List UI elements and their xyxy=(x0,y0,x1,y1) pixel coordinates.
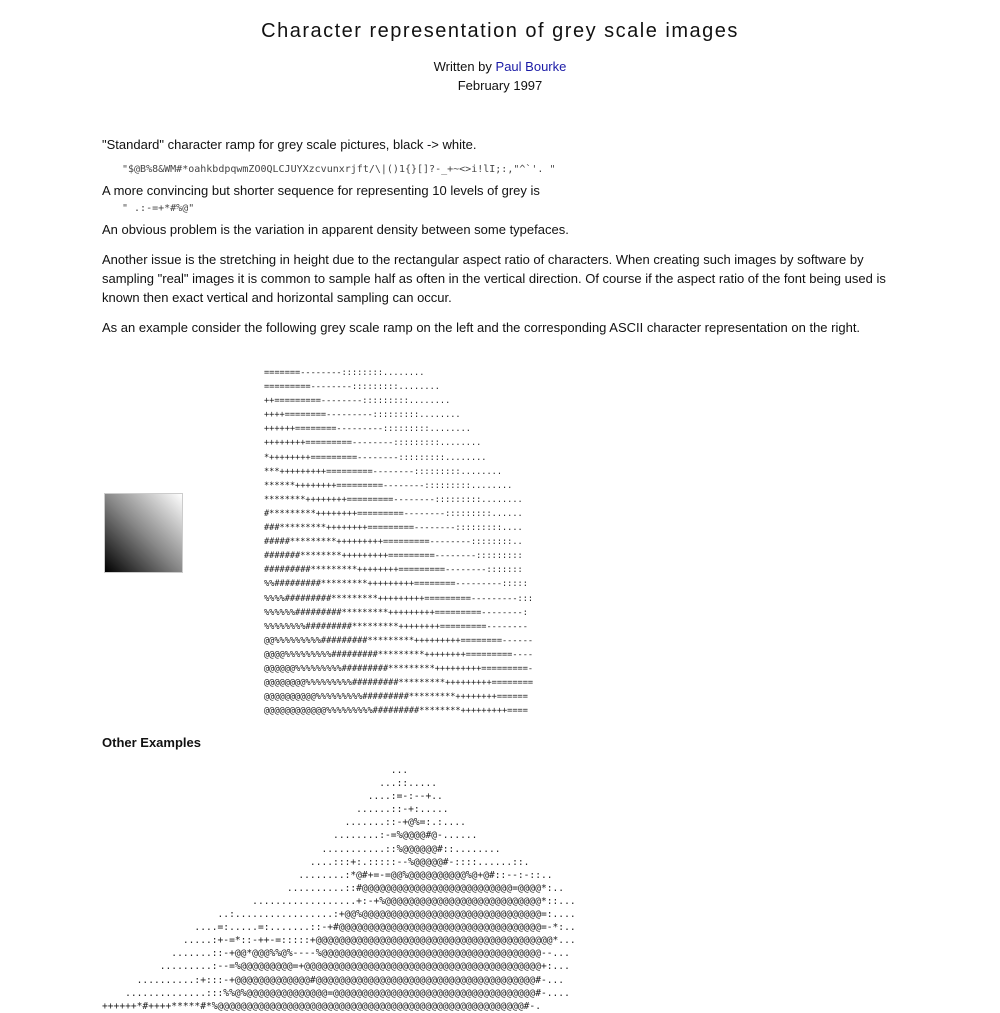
byline xyxy=(0,57,1000,95)
ascii-ramp-representation: =======--------::::::::........ =========--------:::::::::........ ++=========--------:::::::::........ ++++========---------:::::::::........ ++++++========---------:::::::::........ ++++++++=========--------:::::::::........ *++++++++=========--------:::::::::........ ***+++++++++=========--------:::::::::........ ******++++++++=========--------:::::::::........ ********++++++++=========--------:::::::::........ #*********++++++++=========--------:::::::::...... ###*********++++++++=========--------:::::::::.... #####*********+++++++++=========--------::::::::.. #######********+++++++++=========--------::::::::: #########*********++++++++=========--------::::::: %%#########*********+++++++++========---------::::: %%%%#########*********+++++++++=========---------::: %%%%%%#########*********+++++++++=========--------: %%%%%%%%#########*********++++++++=========-------- @@%%%%%%%%%#########*********+++++++++========------ @@@@%%%%%%%%%#########*********++++++++=========---- @@@@@@%%%%%%%%%#########*********+++++++++=========- @@@@@@@@%%%%%%%%%#########*********+++++++++======== @@@@@@@@@@%%%%%%%%%#########*********++++++++====== @@@@@@@@@@@@%%%%%%%%%#########********+++++++++==== xyxy=(264,368,534,717)
paragraph-typeface-density: An obvious problem is the variation in apparent density between some typefaces. xyxy=(102,222,569,237)
paragraph-short-ramp: A more convincing but shorter sequence for representing 10 levels of grey is xyxy=(102,183,540,198)
paragraph-aspect-ratio: Another issue is the stretching in height due to the rectangular aspect ratio of characters. When creating such images by software by sampling "real" images it is common to sample half as often in the vertical direction. Of course if the aspect ratio of the font being used is known then exact vertical and horizontal sampling can occur. xyxy=(102,252,886,305)
article-body xyxy=(102,135,892,337)
grey-scale-ramp-image xyxy=(104,493,183,573)
written-by-label: Written by xyxy=(433,59,492,74)
paragraph-standard-ramp: "Standard" character ramp for grey scale pictures, black -> white. xyxy=(102,137,477,152)
publication-date: February 1997 xyxy=(457,78,543,93)
paragraph-example-intro: As an example consider the following grey scale ramp on the left and the corresponding ASCII character representation on the right. xyxy=(102,320,861,335)
standard-character-ramp: "$@B%8&WM#*oahkbdpqwmZO0QLCJUYXzcvunxrjft/\|()1{}[]?-_+~<>i!lI;:,"^`'. " xyxy=(122,164,556,175)
page-title: Character representation of grey scale images xyxy=(261,20,739,42)
author-line xyxy=(0,57,1000,76)
other-examples-heading: Other Examples xyxy=(102,735,201,750)
author-link[interactable]: Paul Bourke xyxy=(495,59,567,74)
ascii-art-example: ... ...::..... ....:=-:--+.. ......::-+:..... .......::-+@%=:.:.... ........:-=%@@@@#@-...... ...........::%@@@@@@#::........ ....:::+:.:::::--%@@@@@#-::::......::. ........:*@#+=-=@@%@@@@@@@@@@%@+@#::--:-::.. ..........::#@@@@@@@@@@@@@@@@@@@@@@@@@@=@@@@*:.. ..................+:-+%@@@@@@@@@@@@@@@@@@@@@@@@@@@*::... ..:.................:+@@%@@@@@@@@@@@@@@@@@@@@@@@@@@@@@@@=:.... ....=:.....=:.......::-+#@@@@@@@@@@@@@@@@@@@@@@@@@@@@@@@@@@@=-*:.. .....:+-=*::-++-=:::::+@@@@@@@@@@@@@@@@@@@@@@@@@@@@@@@@@@@@@@@@@*... .......::-+@@*@@@%%@%----%@@@@@@@@@@@@@@@@@@@@@@@@@@@@@@@@@@@@@@--... .........:--=%@@@@@@@@@=+@@@@@@@@@@@@@@@@@@@@@@@@@@@@@@@@@@@@@@@@@+:... ..........:+:::-+@@@@@@@@@@@@@#@@@@@@@@@@@@@@@@@@@@@@@@@@@@@@@@@@@@@@#-... ..............:::%%@%@@@@@@@@@@@@@@=@@@@@@@@@@@@@@@@@@@@@@@@@@@@@@@@@@@#-.... ++++++*#++++*****#*%@@@@@@@@@@@@@@@@@@@@@@@@@@@@@@@@@@@@@@@@@@@@@@@@@@@@@#-. xyxy=(102,765,576,1012)
short-character-ramp: " .:-=+*#%@" xyxy=(122,203,195,214)
